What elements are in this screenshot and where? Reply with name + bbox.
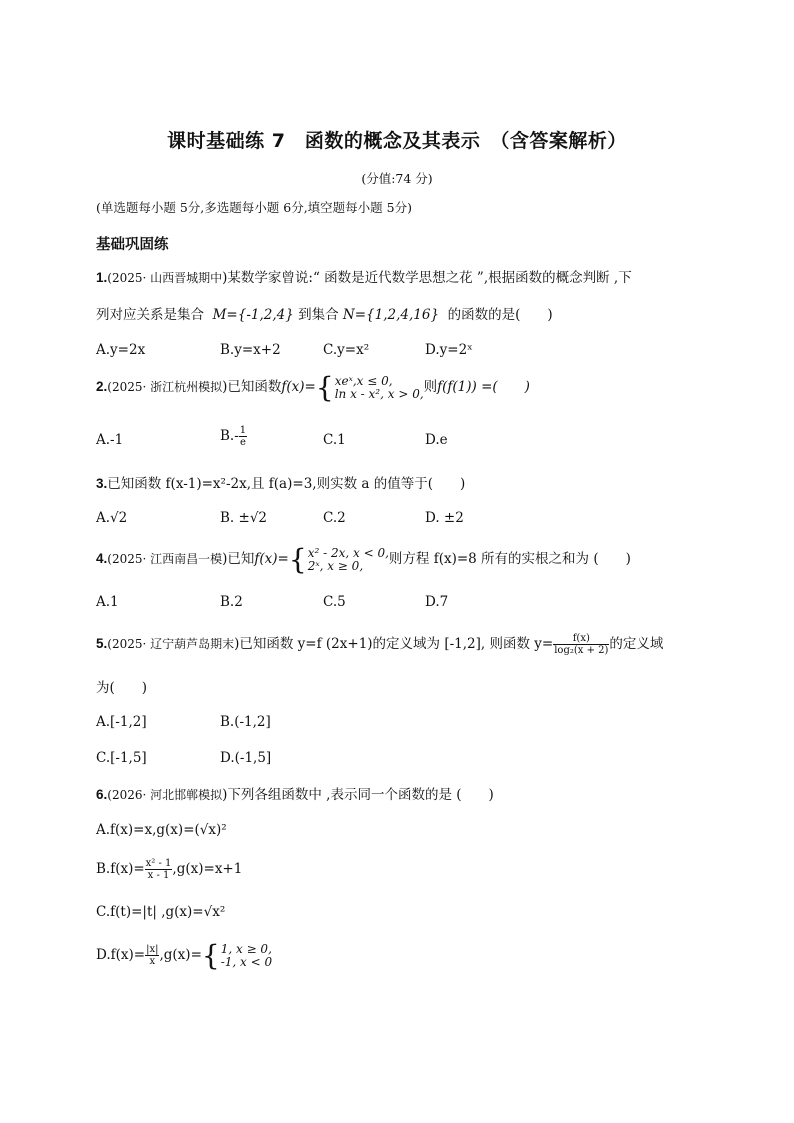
case-1: xeˣ,x ≤ 0, <box>334 373 393 388</box>
piecewise-cases <box>221 943 272 969</box>
question-4 <box>96 542 631 576</box>
option-d: D.(-1,5] <box>220 750 272 766</box>
option-b <box>220 425 247 448</box>
option-d: D. ±2 <box>425 510 464 526</box>
scoring-rules: (单选题每小题 5分,多选题每小题 6分,填空题每小题 5分) <box>96 200 412 215</box>
option-d: D.y=2ˣ <box>425 342 473 358</box>
question-text: )已知函数 y=f (2x+1)的定义域为 [-1,2], 则函数 y= <box>234 636 554 652</box>
denominator: x - 1 <box>147 870 170 881</box>
case-1: x² - 2x, x < 0, <box>307 545 389 560</box>
option-label: D.f(x)= <box>96 947 146 963</box>
numerator: x² - 1 <box>145 858 172 869</box>
denominator: log₂(x + 2) <box>554 645 609 656</box>
option-a: A.√2 <box>96 510 128 526</box>
option-c: C.1 <box>323 432 346 448</box>
question-source: (2026· 河北邯郸模拟 <box>107 788 223 802</box>
denominator: e <box>240 437 246 448</box>
question-1-line-1 <box>96 268 632 288</box>
question-source: (2025· 山西晋城期中 <box>107 271 223 285</box>
score-note: (分值:74 分) <box>361 171 433 186</box>
case-2: -1, x < 0 <box>220 954 273 969</box>
option-a: A.[-1,2] <box>96 714 147 730</box>
question-number: 4. <box>96 551 108 566</box>
piecewise-cases <box>335 375 424 401</box>
question-text: 则方程 f(x)=8 所有的实根之和为 ( ) <box>388 551 631 567</box>
option-c: C.5 <box>323 594 346 610</box>
fraction <box>145 944 159 967</box>
case-2: 2ˣ, x ≥ 0, <box>307 558 364 573</box>
question-ask: f(f(1)) =( ) <box>437 379 530 395</box>
section-heading: 基础巩固练 <box>96 237 169 253</box>
brace-symbol: { <box>315 370 334 404</box>
function-name: f(x)= <box>254 551 289 567</box>
option-c: C.f(t)=|t| ,g(x)=√x² <box>96 904 226 920</box>
question-5-line-2: 为( ) <box>96 680 148 696</box>
question-source: (2025· 江西南昌一模 <box>107 552 223 566</box>
page-title: 课时基础练 7 函数的概念及其表示 （含答案解析） <box>167 130 627 152</box>
option-a: A.f(x)=x,g(x)=(√x)² <box>96 822 227 838</box>
question-number: 5. <box>96 636 108 651</box>
option-b: B.y=x+2 <box>220 342 281 358</box>
option-b: B.(-1,2] <box>220 714 271 730</box>
option-d <box>96 940 272 970</box>
brace-symbol: { <box>201 938 220 972</box>
option-b: B.2 <box>220 594 243 610</box>
case-2: ln x - x², x > 0, <box>334 386 424 401</box>
question-2 <box>96 370 530 404</box>
question-text: )已知函数 <box>222 379 282 395</box>
option-c: C.[-1,5] <box>96 750 147 766</box>
question-text: )下列各组函数中 ,表示同一个函数的是 ( ) <box>222 787 494 803</box>
question-text: 列对应关系是集合 <box>96 307 204 323</box>
option-c: C.y=x² <box>323 342 370 358</box>
question-6 <box>96 785 494 805</box>
denominator: x <box>149 956 156 967</box>
numerator: 1 <box>239 425 247 436</box>
numerator: |x| <box>146 944 159 955</box>
case-1: 1, x ≥ 0, <box>220 941 272 956</box>
question-source: (2025· 浙江杭州模拟 <box>107 380 223 394</box>
option-label: B.f(x)= <box>96 861 145 877</box>
option-b <box>96 858 242 881</box>
option-d: D.e <box>425 432 448 448</box>
set-n: N={1,2,4,16} <box>342 307 440 323</box>
question-text: )某数学家曾说:“ 函数是近代数学思想之花 ”,根据函数的概念判断 ,下 <box>222 270 632 286</box>
question-text: 的函数的是( ) <box>447 307 553 323</box>
option-a: A.y=2x <box>96 342 146 358</box>
question-3 <box>96 474 465 494</box>
question-source: (2025· 辽宁葫芦岛期末 <box>107 637 235 651</box>
question-text: 到集合 <box>298 307 339 323</box>
option-a: A.-1 <box>96 432 124 448</box>
option-b: B. ±√2 <box>220 510 268 526</box>
question-text: )已知 <box>222 551 255 567</box>
question-text: 则 <box>423 379 438 395</box>
question-number: 3. <box>96 476 108 491</box>
option-label: B.- <box>220 428 239 444</box>
question-number: 6. <box>96 787 108 802</box>
question-text: 已知函数 f(x-1)=x²-2x,且 f(a)=3,则实数 a 的值等于( ) <box>107 476 466 492</box>
option-c: C.2 <box>323 510 346 526</box>
function-name: f(x)= <box>281 379 316 395</box>
fraction <box>239 425 247 448</box>
set-m: M={-1,2,4} <box>212 307 294 323</box>
fraction <box>553 633 609 656</box>
fraction <box>145 858 173 881</box>
numerator: f(x) <box>553 633 609 645</box>
question-number: 1. <box>96 270 108 285</box>
question-1-line-2 <box>96 305 553 325</box>
option-d: D.7 <box>425 594 449 610</box>
question-text: 的定义域 <box>609 636 664 652</box>
question-number: 2. <box>96 379 108 394</box>
piecewise-cases <box>308 547 389 573</box>
question-5-line-1 <box>96 628 663 660</box>
option-a: A.1 <box>96 594 119 610</box>
option-text: ,g(x)=x+1 <box>172 861 243 877</box>
option-text: ,g(x)= <box>159 947 202 963</box>
brace-symbol: { <box>288 542 307 576</box>
